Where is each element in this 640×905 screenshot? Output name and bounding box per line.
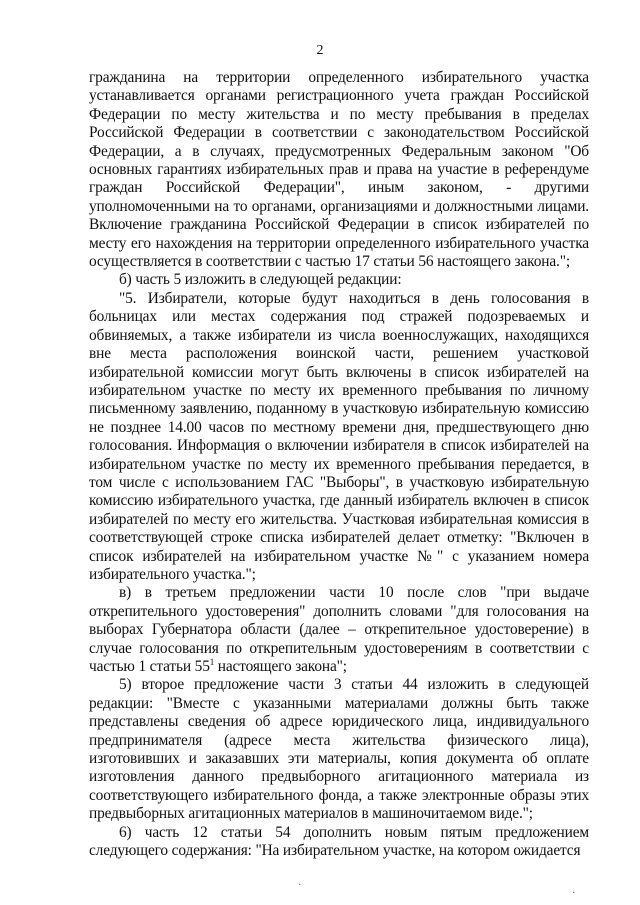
paragraph-item-v: [89, 584, 589, 676]
item-v-text: в) в третьем предложении части 10 после слов "при выдаче открепительного удостоверения" дополнить словами "для голосования на выборах Губернатора области (далее – открепительное удостоверение) в случае голосования по открепительным удостоверениям в соответствии с частью 1 статьи 55: [89, 584, 589, 675]
page-number: 2: [316, 43, 324, 58]
superscript-article-number: 1: [209, 657, 215, 667]
paragraph-continuation: гражданина на территории определенного избирательного участка устанавливается органами регистрационного учета граждан Российской Федерации по месту жительства и по месту пребывания в пределах Российской Федерации в соответствии с законодательством Российской Федерации, а в случаях, предусмотренных Федеральным законом "Об основных гарантиях избирательных прав и права на участие в референдуме граждан Российской Федерации", иным законом, - другими уполномоченными на то органами, организациями и должностными лицами. Включение гражданина Российской Федерации в список избирателей по месту его нахождения на территории определенного избирательного участка осуществляется в соответствии с частью 17 статьи 56 настоящего закона.";: [89, 69, 589, 271]
paragraph-item-6: 6) часть 12 статьи 54 дополнить новым пятым предложением следующего содержания: "На избирательном участке, на котором ожидается: [89, 823, 589, 860]
paragraph-part-5-text: "5. Избиратели, которые будут находиться в день голосования в больницах или местах содержания под стражей подозреваемых и обвиняемых, а также избиратели из числа военнослужащих, находящихся вне места расположения воинской части, решением участковой избирательной комиссии могут быть включены в список избирателей на избирательном участке по месту их временного пребывания по личному письменному заявлению, поданному в участковую избирательную комиссию не позднее 14.00 часов по местному времени дня, предшествующего дню голосования. Информация о включении избирателя в список избирателей на избирательном участке по месту их временного пребывания передается, в том числе с использованием ГАС "Выборы", в участковую избирательную комиссию избирательного участка, где данный избиратель включен в список избирателей по месту его жительства. Участковая избирательная комиссия в соответствующей строке списка избирателей делает отметку: "Включен в список избирателей на избирательном участке №" с указанием номера избирательного участка.";: [89, 289, 589, 583]
document-body: [89, 69, 589, 860]
scan-speck: ·: [572, 888, 576, 899]
paragraph-item-b: б) часть 5 изложить в следующей редакции:: [119, 271, 402, 289]
paragraph-item-5: 5) второе предложение части 3 статьи 44 изложить в следующей редакции: "Вместе с указанными материалами должны быть также представлены сведения об адресе юридического лица, индивидуального предпринимателя (адресе места жительства физического лица), изготовивших и заказавших эти материалы, копия документа об оплате изготовления данного предвыборного агитационного материала из соответствующего избирательного фонда, а также электронные образы этих предвыборных агитационных материалов в машиночитаемом виде.";: [89, 676, 589, 823]
item-v-text-end: настоящего закона";: [214, 658, 347, 675]
scan-speck: ·: [298, 880, 302, 891]
